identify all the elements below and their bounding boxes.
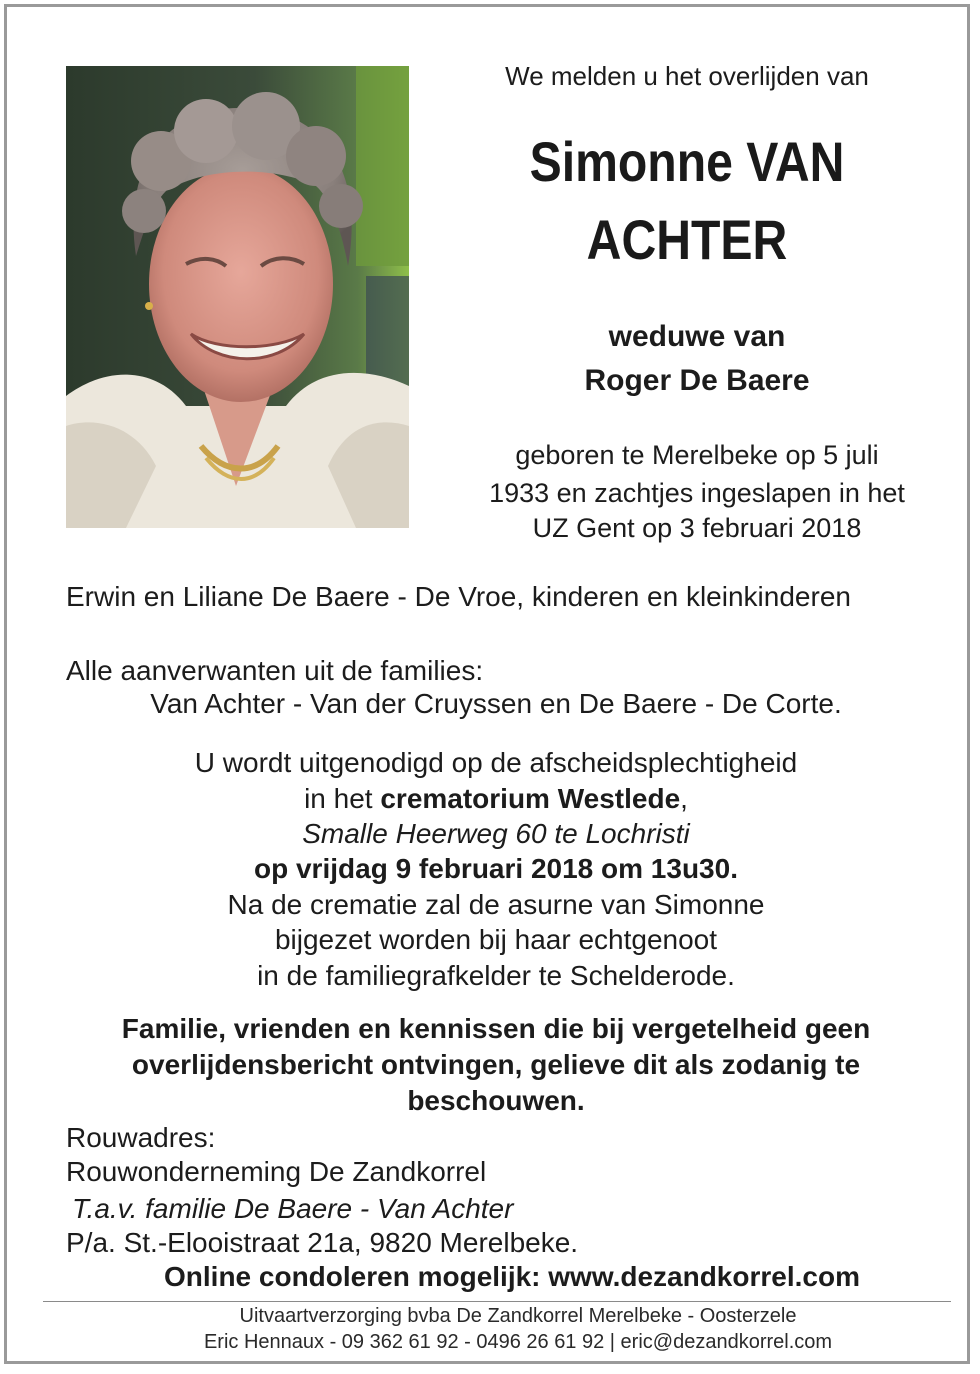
footer-contact[interactable]: Eric Hennaux - 09 362 61 92 - 0496 26 61 92 | eric@dezandkorrel.com (203, 1331, 833, 1353)
invitation-line-2 (7, 783, 980, 815)
invitation-line-5: Na de crematie zal de asurne van Simonne (227, 889, 765, 920)
crematorium-address: Smalle Heerweg 60 te Lochristi (302, 818, 690, 849)
invitation-line-6: bijgezet worden bij haar echtgenoot (274, 924, 718, 955)
crematorium-name: crematorium Westlede (380, 783, 681, 814)
address-line-3: P/a. St.-Elooistraat 21a, 9820 Merelbeke. (66, 1227, 579, 1258)
online-condolence-link[interactable]: Online condoleren mogelijk: www.dezandkorrel.com (164, 1261, 860, 1292)
address-line-1: Rouwonderneming De Zandkorrel (66, 1156, 487, 1187)
spouse-label: weduwe van (608, 320, 786, 353)
spouse-name: Roger De Baere (584, 364, 810, 397)
invitation-line-7: in de familiegrafkelder te Schelderode. (257, 960, 735, 991)
relatives-families: Van Achter - Van der Cruyssen en De Baere - De Corte. (150, 688, 842, 719)
relatives-label: Alle aanverwanten uit de families: (66, 655, 484, 686)
ceremony-date: op vrijdag 9 februari 2018 om 13u30. (254, 853, 738, 884)
notice-line-2: overlijdensbericht ontvingen, gelieve dit als zodanig te (131, 1049, 861, 1080)
portrait-photo (66, 66, 409, 528)
invitation-suffix: , (680, 783, 688, 814)
invitation-line-1: U wordt uitgenodigd op de afscheidsplechtigheid (194, 747, 798, 778)
obituary-card (4, 4, 970, 1364)
birth-text-line-3: UZ Gent op 3 februari 2018 (532, 513, 862, 543)
footer-divider (43, 1301, 951, 1302)
footer-company: Uitvaartverzorging bvba De Zandkorrel Merelbeke - Oosterzele (239, 1305, 797, 1327)
birth-text-line-2: 1933 en zachtjes ingeslapen in het (489, 478, 905, 508)
deceased-name-line-2: ACHTER (586, 208, 788, 271)
intro-text: We melden u het overlijden van (505, 61, 869, 91)
address-line-2: T.a.v. familie De Baere - Van Achter (72, 1193, 514, 1224)
birth-text-line-1: geboren te Merelbeke op 5 juli (515, 440, 879, 470)
notice-line-3: beschouwen. (407, 1085, 585, 1116)
deceased-name-line-1: Simonne VAN (529, 130, 845, 193)
notice-line-1: Familie, vrienden en kennissen die bij vergetelheid geen (121, 1013, 871, 1044)
invitation-prefix: in het (304, 783, 381, 814)
address-label: Rouwadres: (66, 1122, 216, 1153)
children-line: Erwin en Liliane De Baere - De Vroe, kinderen en kleinkinderen (66, 581, 851, 612)
